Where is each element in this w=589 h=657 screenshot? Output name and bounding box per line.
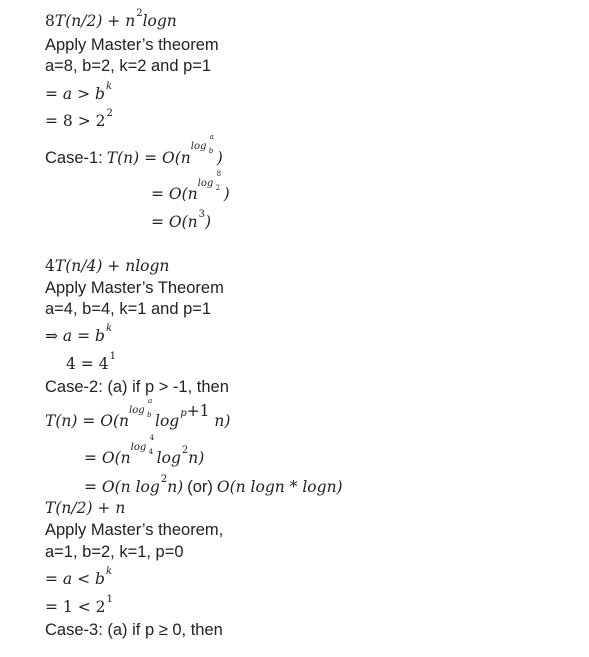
case-2-step-1: = O(n log 4 4 $\log^2n$) [84, 434, 205, 467]
case-1-label: Case-1: [45, 149, 103, 167]
recurrence-1: $8T(n/2) + n^2\log n$ [45, 8, 177, 30]
heading-1: Apply Master’s theorem [45, 36, 219, 54]
condition-1b: = $8 > 2^2$ [45, 108, 113, 130]
recurrence-3: T(n/2) + n [45, 499, 126, 517]
params-3: a=1, b=2, k=1, p=0 [45, 543, 184, 561]
case-1-step-1: = O(n log 8 2 ) [151, 170, 230, 203]
case-2-text: Case-2: (a) if p > -1, then [45, 378, 229, 396]
case-2-step-2: = O(n $\log^2n$) (or) O(n logn * logn) [84, 474, 343, 496]
heading-3: Apply Master’s theorem, [45, 521, 224, 539]
condition-3b: = $1 < 2^1$ [45, 594, 113, 616]
heading-2: Apply Master’s Theorem [45, 279, 224, 297]
condition-2a: ⇒ $a = b^k$ [45, 323, 113, 345]
case-1-line: Case-1: T(n) = O(n log a b ) [45, 133, 223, 167]
recurrence-2: 4T(n/4) + nlogn [45, 257, 170, 275]
case-3-text: Case-3: (a) if p ≥ 0, then [45, 621, 223, 639]
case-1-step-2: = $O(n^3)$ [151, 209, 212, 231]
params-2: a=4, b=4, k=1 and p=1 [45, 300, 212, 318]
params-1: a=8, b=2, k=2 and p=1 [45, 57, 212, 75]
condition-2b: $4 = 4^1$ [66, 351, 116, 373]
or-text: (or) [187, 478, 213, 496]
condition-3a: = $a < b^k$ [45, 566, 112, 588]
case-2-formula: T(n) = O(n log a b $\log^{p+1} n$) [45, 397, 231, 430]
condition-1a: = $a > b^k$ [45, 81, 112, 103]
